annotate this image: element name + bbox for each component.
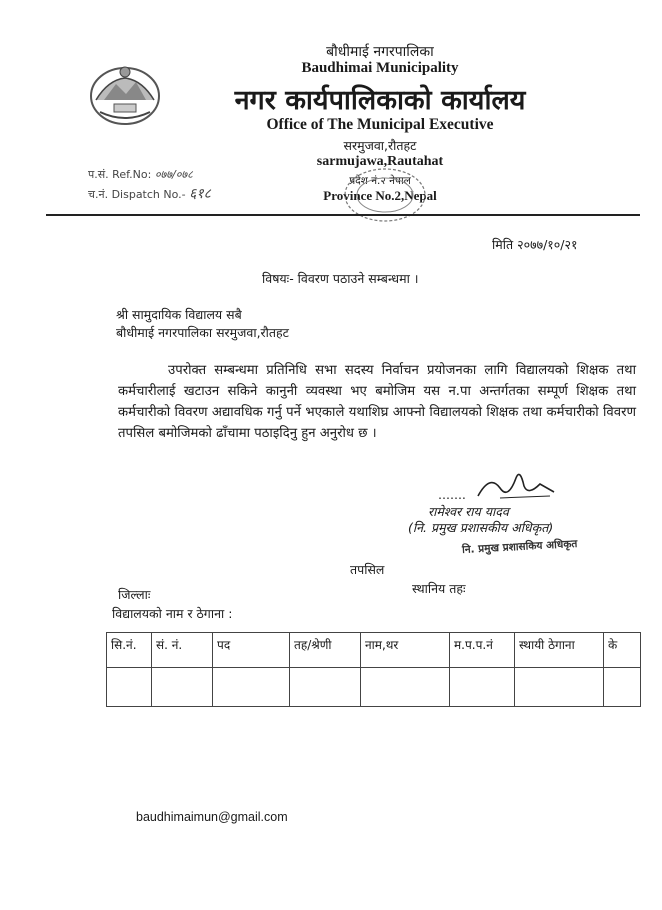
staff-details-table	[106, 632, 641, 707]
handwritten-signature	[470, 466, 560, 506]
signatory-name: रामेश्वर राय यादव	[428, 504, 509, 519]
location-ne: सरमुजवा,रौतहट	[343, 138, 417, 153]
office-title-en: Office of The Municipal Executive	[266, 116, 494, 133]
letter-date	[492, 236, 578, 253]
col-remarks: के	[604, 633, 641, 668]
signatory-title: (नि. प्रमुख प्रशासकीय अधिकृत)	[408, 520, 554, 535]
col-post: पद	[213, 633, 290, 668]
officer-seal: नि. प्रमुख प्रशासकिय अधिकृत	[461, 537, 578, 557]
letter-body: उपरोक्त सम्बन्धमा प्रतिनिधि सभा सदस्य निर्वाचन प्रयोजनका लागि विद्यालयको शिक्षक तथा कर्मचारीलाई खटाउन सकिने कानुनी व्यवस्था भए बमोजिम यस न.पा अन्तर्गतका सम्पूर्ण शिक्षक तथा कर्मचारीको विवरण अद्यावधिक गर्नु पर्ने भएकाले यथाशिघ्र आफ्नो विद्यालयको शिक्षक तथा कर्मचारीको विवरण तपसिल बमोजिमको ढाँचामा पठाइदिनु हुन अनुरोध छ ।	[118, 363, 636, 441]
local-level-label: स्थानिय तहः	[412, 581, 466, 596]
col-symbol-no: सं. नं.	[152, 633, 213, 668]
province-ne: प्रदेश नं.२ नेपाल	[349, 175, 411, 187]
nepal-emblem-icon	[86, 60, 164, 128]
col-level: तह/श्रेणी	[290, 633, 361, 668]
col-serial-no: सि.नं.	[107, 633, 152, 668]
table-row	[107, 668, 641, 707]
contact-email: baudhimaimun@gmail.com	[136, 810, 288, 824]
ref-label: प.सं. Ref.No:	[88, 168, 152, 181]
municipality-name-ne: बौधीमाई नगरपालिका	[326, 44, 434, 60]
dispatch-label: च.नं. Dispatch No.-	[88, 188, 186, 201]
signature-dots: …….	[438, 488, 466, 502]
letter-subject: विषयः- विवरण पठाउने सम्बन्धमा ।	[262, 271, 419, 286]
office-title-ne: नगर कार्यपालिकाको कार्यालय	[234, 85, 526, 116]
municipality-name-en: Baudhimai Municipality	[301, 60, 459, 76]
ref-value: ०७७/०७८	[154, 168, 193, 181]
district-label: जिल्लाः	[118, 587, 151, 602]
dispatch-number	[88, 184, 211, 203]
date-value: २०७७/१०/२१	[517, 237, 578, 252]
location-en: sarmujawa,Rautahat	[316, 154, 444, 169]
dispatch-value: ६१८	[189, 186, 211, 202]
table-header-row	[107, 633, 641, 668]
school-name-label: विद्यालयको नाम र ठेगाना :	[112, 606, 233, 621]
province-en: Province No.2,Nepal	[323, 188, 437, 203]
col-permanent-address: स्थायी ठेगाना	[515, 633, 604, 668]
recipient-line-1: श्री सामुदायिक विद्यालय सबै	[116, 307, 242, 322]
col-name: नाम,थर	[361, 633, 450, 668]
header-divider	[46, 214, 640, 216]
reference-number	[88, 167, 193, 182]
date-label: मिति	[492, 237, 514, 252]
col-voter-id: म.प.प.नं	[450, 633, 515, 668]
tapasil-heading: तपसिल	[350, 562, 385, 577]
office-stamp-icon	[330, 160, 440, 230]
recipient-line-2: बौधीमाई नगरपालिका सरमुजवा,रौतहट	[116, 325, 289, 340]
